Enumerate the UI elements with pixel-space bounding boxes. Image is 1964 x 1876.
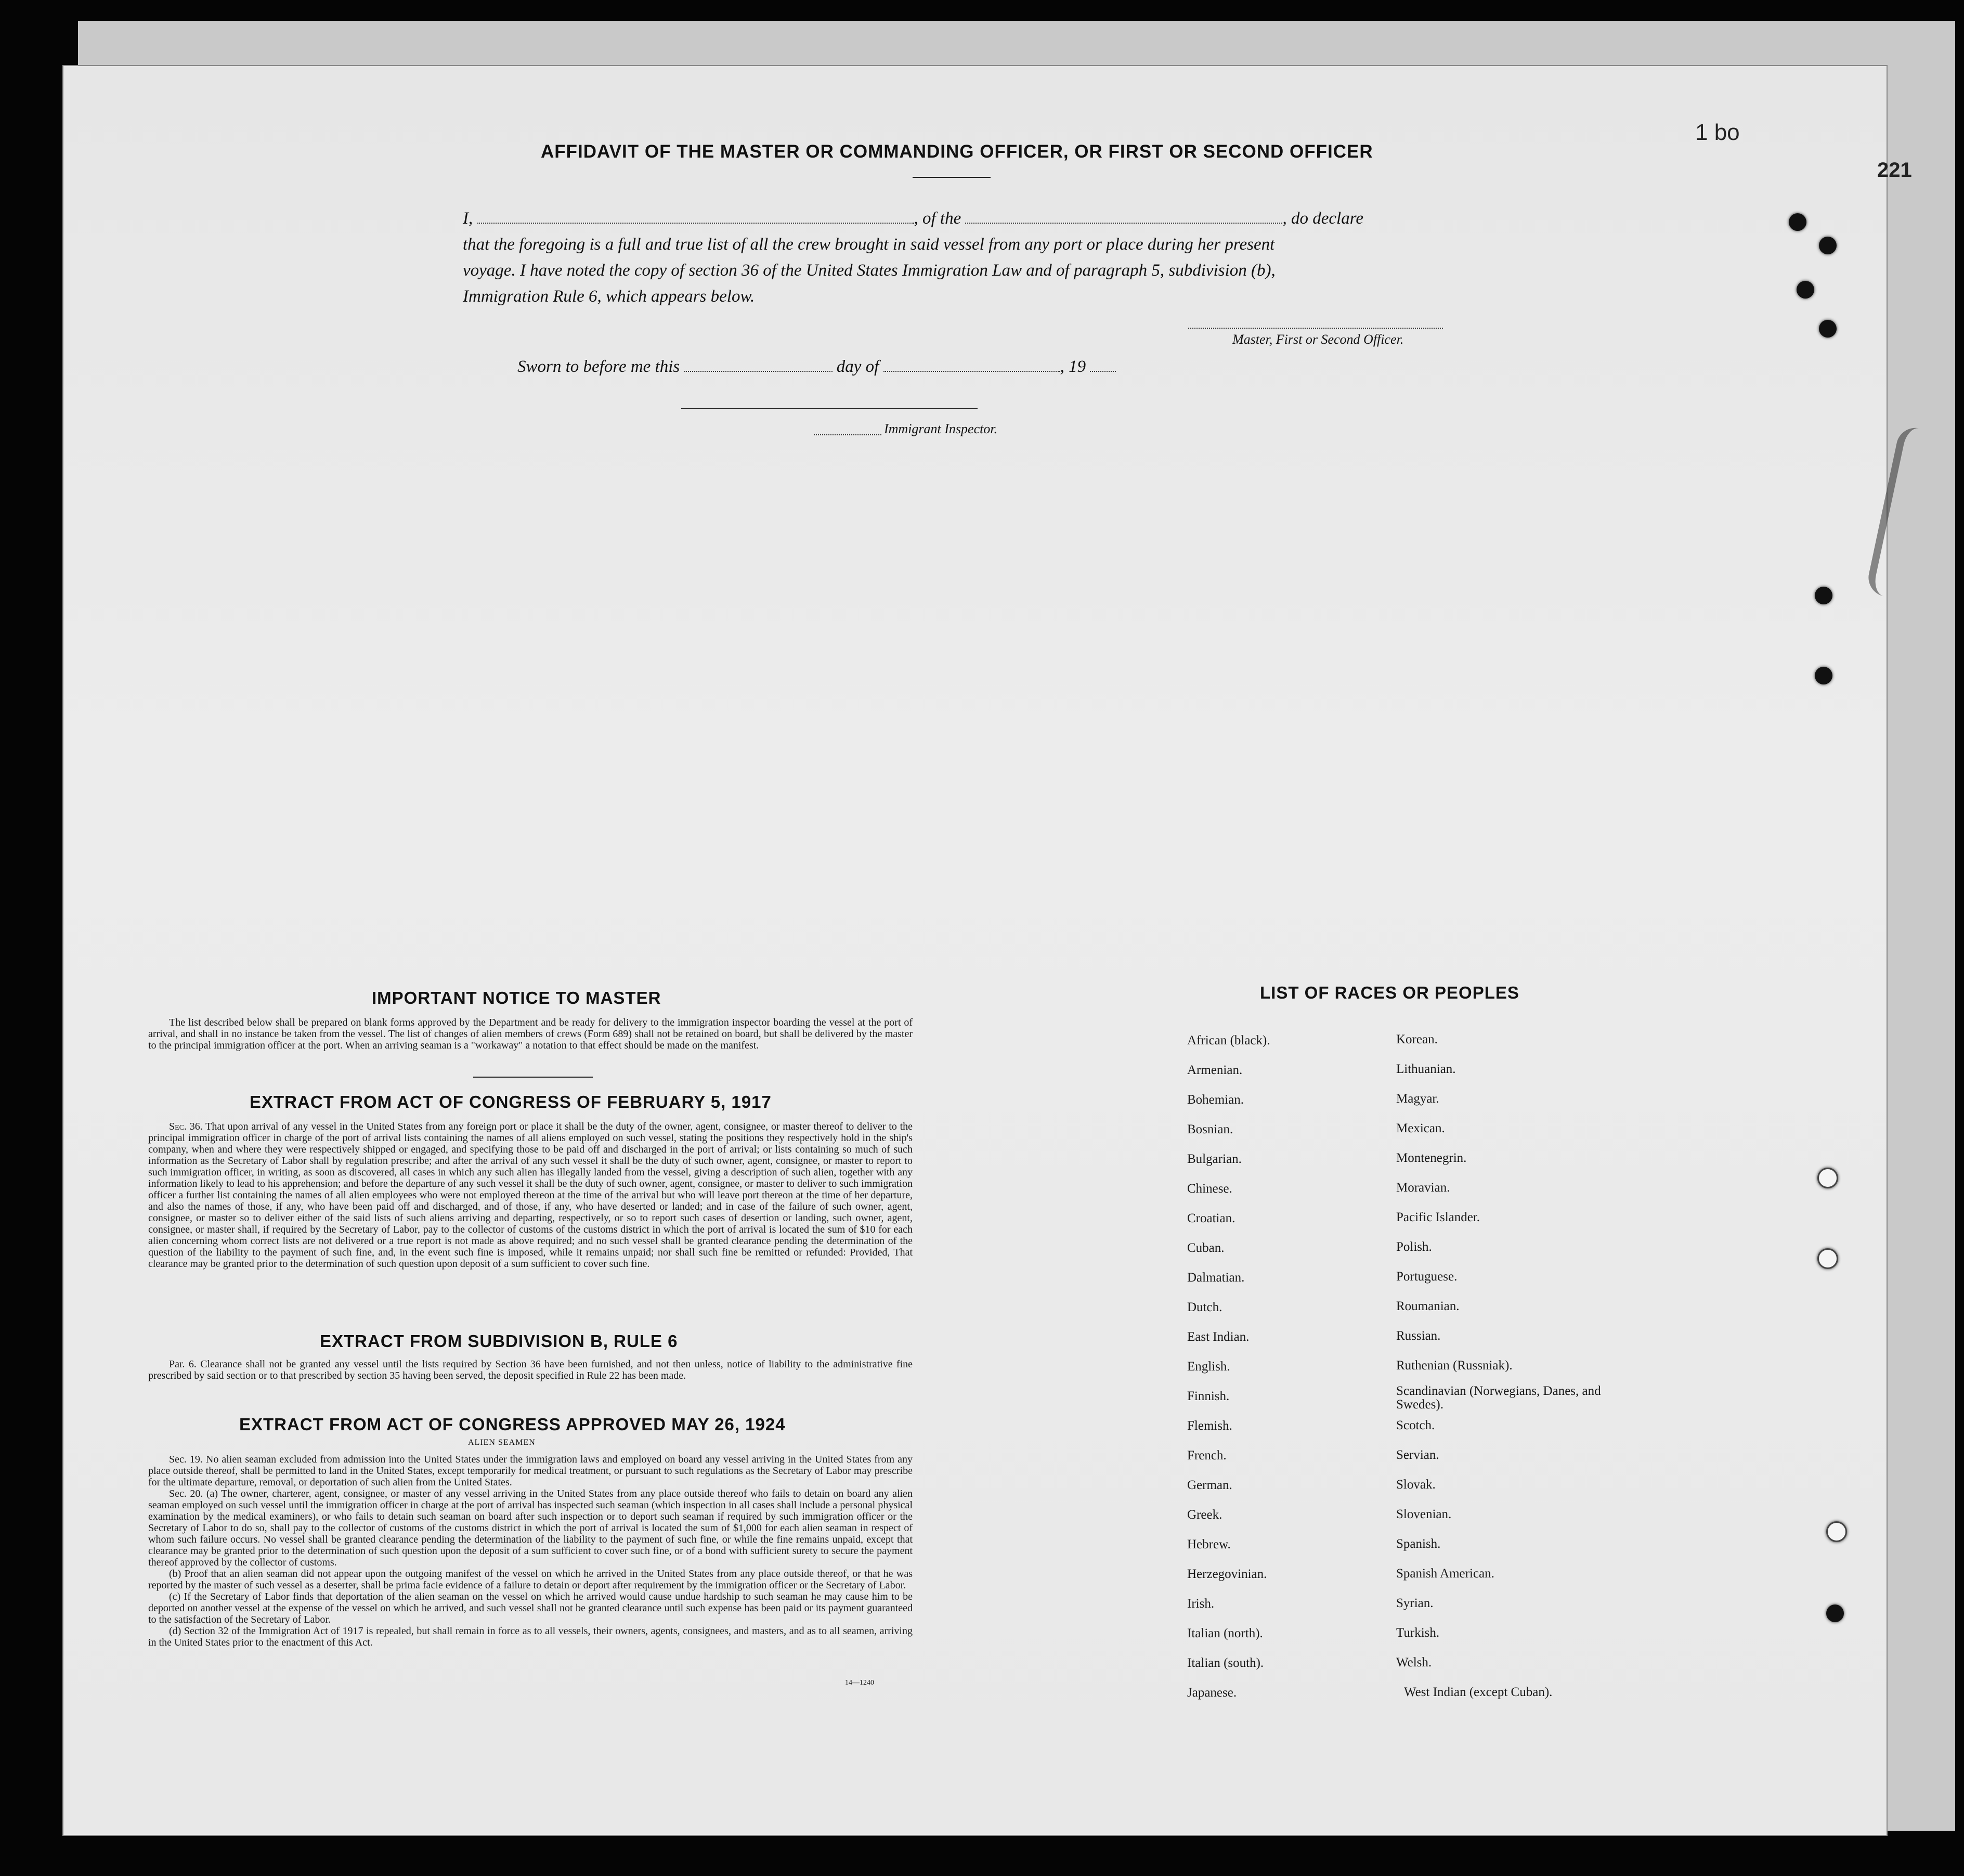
race-item: West Indian (except Cuban). — [1404, 1685, 1553, 1699]
affidavit-do-declare: , do declare — [1282, 209, 1363, 228]
affidavit-title: AFFIDAVIT OF THE MASTER OR COMMANDING OFFICER, OR FIRST OR SECOND OFFICER — [541, 141, 1373, 162]
race-item: Spanish American. — [1396, 1567, 1494, 1581]
race-item: Japanese. — [1187, 1686, 1237, 1700]
inspector-signature-line — [681, 408, 978, 409]
extract1-title: EXTRACT FROM ACT OF CONGRESS OF FEBRUARY 5, 1917 — [250, 1092, 772, 1111]
race-item: Welsh. — [1396, 1655, 1432, 1670]
affidavit-line-1 — [463, 205, 1466, 231]
race-item: Chinese. — [1187, 1182, 1232, 1196]
race-item: Portuguese. — [1396, 1270, 1458, 1284]
master-signature-label: Master, First or Second Officer. — [1232, 332, 1404, 347]
race-item: English. — [1187, 1360, 1230, 1374]
extract1-body: That upon arrival of any vessel in the United States from any foreign port or place it shall be the duty of the owner, agent, consignee, or master thereof to deliver to the principal immigration officer in charge of the port of arrival lists containing the names of all aliens employed on such vessel, stating the positions they respectively hold in the ship's company, when and where they were respectively shipped or engaged, and specifying those to be paid off and discharged in the port of arrival; or lists containing so much of such information as the Secretary of Labor shall by regulation prescribe; and after the arrival of any such vessel it shall be the duty of such owner, agent, consignee, or master to report to such immigration officer, in writing, as soon as discovered, all cases in which any such alien has illegally landed from the vessel, giving a description of such alien, together with any information likely to lead to his apprehension; and before the departure of any such vessel it shall be the duty of such owner, agent, consignee, or master to deliver to such immigration officer a further list containing the names of all alien employees who were not employed thereon at the time of the arrival but who will leave port thereon at the time of her departure, and also the names of those, if any, who have been paid off and discharged, and of those, if any, who have deserted or landed; and in case of the failure of such owner, agent, consignee, or master so to deliver either of the said lists of such aliens arriving and departing, respectively, or so to report such cases of desertion or landing, such owner, agent, consignee, or master shall, if required by the Secretary of Labor, pay to the collector of customs of the customs district in which the port of arrival is located the sum of $10 for each alien concerning whom correct lists are not delivered or a true report is not made as above required; and no such vessel shall be granted clearance pending the determination of the question of the liability to the payment of such fine, and, in the event such fine is imposed, while it remains unpaid; nor shall such fine be remitted or refunded: Provided, That clearance may be granted prior to the determination of such question upon deposit of a sum sufficient to cover such fine. — [148, 1121, 913, 1270]
alien-seamen-subtitle: ALIEN SEAMEN — [468, 1438, 536, 1447]
race-item: Korean. — [1396, 1032, 1438, 1046]
races-title: LIST OF RACES OR PEOPLES — [1260, 983, 1519, 1002]
race-item: Armenian. — [1187, 1063, 1243, 1077]
affidavit-line-3: voyage. I have noted the copy of section 36 of the United States Immigration Law and of paragraph 5, subdivision (b), — [463, 261, 1276, 280]
affidavit-line-2: that the foregoing is a full and true list of all the crew brought in said vessel from any port or place during her present — [463, 235, 1275, 254]
name-field[interactable] — [477, 207, 914, 224]
race-item: African (black). — [1187, 1033, 1270, 1047]
race-item: Croatian. — [1187, 1211, 1235, 1225]
race-item: German. — [1187, 1478, 1232, 1492]
binder-hole-icon — [1817, 1168, 1838, 1188]
binder-hole-icon — [1817, 1248, 1838, 1269]
notice-title: IMPORTANT NOTICE TO MASTER — [372, 988, 661, 1007]
race-item: Dalmatian. — [1187, 1271, 1245, 1285]
extract3-title: EXTRACT FROM ACT OF CONGRESS APPROVED MAY 26, 1924 — [239, 1415, 786, 1434]
race-item: Bosnian. — [1187, 1122, 1233, 1136]
page-number: 221 — [1877, 159, 1912, 182]
race-item: Scandinavian (Norwegians, Danes, and Swedes). — [1396, 1384, 1601, 1412]
affidavit-i: I, — [463, 209, 473, 228]
sworn-label: Sworn to before me this — [517, 357, 680, 376]
extract2-title: EXTRACT FROM SUBDIVISION B, RULE 6 — [320, 1331, 678, 1351]
sec20b-text: (b) Proof that an alien seaman did not appear upon the outgoing manifest of the vessel on which he arrived in the United States from any place outside thereof, or that he was reported by the master of such vessel as a deserter, shall be prima facie evidence of a failure to detain or deport after requirement by the immigration officer or the Secretary of Labor. — [148, 1568, 913, 1591]
race-item: Bulgarian. — [1187, 1152, 1242, 1166]
binder-hole-icon — [1826, 1605, 1844, 1622]
race-item: Polish. — [1396, 1240, 1432, 1254]
race-item: Magyar. — [1396, 1092, 1439, 1106]
sworn-year-field[interactable] — [1090, 355, 1116, 372]
race-item: Hebrew. — [1187, 1537, 1231, 1551]
sec20a-text: Sec. 20. (a) The owner, charterer, agent, consignee, or master of any vessel arriving in the United States from any place outside thereof who fails to detain on board any alien seaman employed on such vessel until the immigration officer in charge at the port of arrival has inspected such seaman (which inspection in all cases shall include a personal physical examination by the medical examiners), or who fails to detain such seaman on board after such inspection or to deport such seaman if required by such immigration officer or the Secretary of Labor to do so, shall pay to the collector of customs of the customs district in which the port of arrival is located the sum of $1,000 for each alien seaman in respect of whom such failure occurs. No vessel shall be granted clearance pending the determination of the liability to the payment of such fine, or while the fine remains unpaid, except that clearance may be granted prior to the determination of such question upon the deposit of a sum sufficient to cover such fine, or of a bond with sufficient surety to secure the payment thereof approved by the collector of customs. — [148, 1488, 913, 1568]
sec20d-text: (d) Section 32 of the Immigration Act of 1917 is repealed, but shall remain in force as to all vessels, their owners, agents, consignees, and masters, and as to all seamen, arriving in the United States prior to the enactment of this Act. — [148, 1625, 913, 1648]
race-item: Slovenian. — [1396, 1507, 1452, 1521]
race-item: Spanish. — [1396, 1537, 1441, 1551]
sworn-day-field[interactable] — [684, 355, 833, 372]
affidavit-line-4: Immigration Rule 6, which appears below. — [463, 287, 755, 306]
title-rule — [913, 177, 991, 178]
race-item: Bohemian. — [1187, 1093, 1244, 1107]
inspector-signature-field[interactable] — [814, 419, 881, 435]
race-item: Mexican. — [1396, 1121, 1445, 1135]
form-reference: 14—1240 — [845, 1679, 874, 1687]
race-item: Turkish. — [1396, 1626, 1440, 1640]
inspector-label: Immigrant Inspector. — [884, 421, 998, 436]
race-item: Slovak. — [1396, 1478, 1436, 1492]
master-signature-field[interactable] — [1188, 312, 1443, 329]
sworn-month-field[interactable] — [883, 355, 1060, 372]
race-item: Scotch. — [1396, 1418, 1435, 1432]
affidavit-body — [463, 205, 1466, 309]
sec20c-text: (c) If the Secretary of Labor finds that deportation of the alien seaman on the vessel on which he arrived would cause undue hardship to such seaman he may cause him to be deported on another vessel at the expense of the vessel on which he arrived, and such vessel shall not be granted clearance until such expense has been paid or its payment guaranteed to the satisfaction of the Secretary of Labor. — [148, 1591, 913, 1625]
race-item: French. — [1187, 1448, 1227, 1463]
sec19-text: Sec. 19. No alien seaman excluded from admission into the United States under the immigration laws and employed on board any vessel arriving in the United States from any place outside thereof, shall be permitted to land in the United States, except temporarily for medical treatment, or pursuant to such regulations as the Secretary of Labor may prescribe for the ultimate departure, removal, or deportation of such alien from the United States. — [148, 1454, 913, 1488]
extract2-text: Par. 6. Clearance shall not be granted any vessel until the lists required by Section 36 have been furnished, and not then unless, notice of liability to the administrative fine prescribed by said section or to that prescribed by section 35 having been served, the deposit specified in Rule 22 has been made. — [148, 1359, 913, 1381]
binder-hole-icon — [1797, 281, 1814, 299]
extract1-lead: Sec. 36. — [169, 1121, 203, 1132]
section-rule — [473, 1077, 593, 1078]
race-item: Cuban. — [1187, 1241, 1225, 1255]
race-item: Servian. — [1396, 1448, 1439, 1462]
race-item: Ruthenian (Russniak). — [1396, 1359, 1513, 1373]
race-item: Russian. — [1396, 1329, 1441, 1343]
race-item: Irish. — [1187, 1597, 1215, 1611]
corner-mark: 1 bo — [1695, 120, 1740, 145]
binder-hole-icon — [1819, 237, 1837, 254]
binder-hole-icon — [1815, 587, 1832, 604]
sworn-line — [517, 355, 1116, 377]
race-item: Lithuanian. — [1396, 1062, 1456, 1076]
binder-hole-icon — [1819, 320, 1837, 338]
race-item: Herzegovinian. — [1187, 1567, 1267, 1581]
race-item: Greek. — [1187, 1508, 1222, 1522]
race-item: Italian (south). — [1187, 1656, 1264, 1670]
race-item: Italian (north). — [1187, 1626, 1263, 1640]
day-of-label: day of — [836, 357, 879, 376]
race-item: Finnish. — [1187, 1389, 1230, 1403]
race-item: East Indian. — [1187, 1330, 1250, 1344]
extract1-text — [148, 1121, 913, 1270]
binder-hole-icon — [1826, 1521, 1847, 1542]
race-item: Roumanian. — [1396, 1299, 1460, 1313]
race-item: Flemish. — [1187, 1419, 1232, 1433]
race-item: Dutch. — [1187, 1300, 1222, 1314]
year-label: , 19 — [1060, 357, 1086, 376]
extract3-text — [148, 1454, 913, 1648]
binder-hole-icon — [1815, 667, 1832, 684]
notice-text: The list described below shall be prepared on blank forms approved by the Department and be ready for delivery to the immigration inspector boarding the vessel at the port of arrival, and shall in no instance be taken from the vessel. The list of changes of alien members of crews (Form 689) shall not be retained on board, but shall be delivered by the master to the principal immigration officer at the port. When an arriving seaman is a "workaway" a notation to that effect should be made on the manifest. — [148, 1017, 913, 1051]
race-item: Syrian. — [1396, 1596, 1434, 1610]
binder-hole-icon — [1789, 213, 1806, 231]
affidavit-of-the: , of the — [914, 209, 961, 228]
race-item: Pacific Islander. — [1396, 1210, 1480, 1224]
race-item: Moravian. — [1396, 1181, 1450, 1195]
vessel-field[interactable] — [965, 207, 1282, 224]
race-item: Montenegrin. — [1396, 1151, 1467, 1165]
